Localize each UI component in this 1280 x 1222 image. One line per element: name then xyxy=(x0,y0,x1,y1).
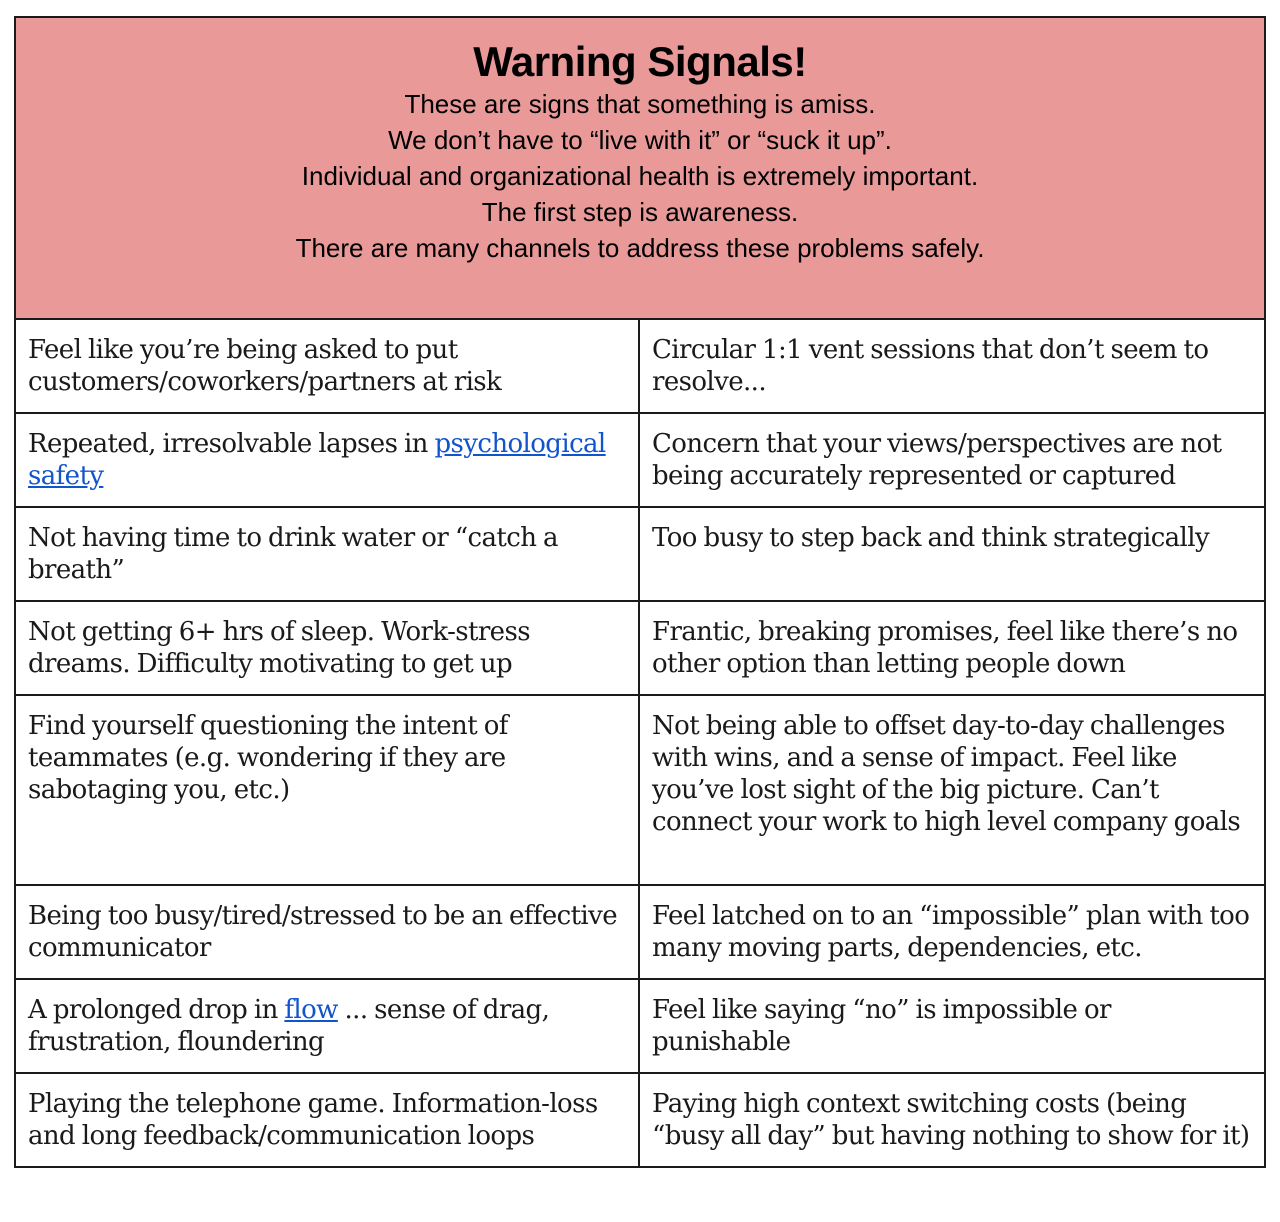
table-row xyxy=(15,319,1265,413)
header-line-2: We don’t have to “live with it” or “suck it up”. xyxy=(388,125,892,155)
header-line-5: There are many channels to address these problems safely. xyxy=(295,233,985,263)
signal-cell-right: Circular 1:1 vent sessions that don’t seem to resolve... xyxy=(639,319,1265,413)
warning-signals-table xyxy=(14,16,1266,1168)
header-cell xyxy=(15,17,1265,319)
table-row xyxy=(15,507,1265,601)
header-line-4: The first step is awareness. xyxy=(481,197,799,227)
table-row xyxy=(15,979,1265,1073)
signal-cell-right: Frantic, breaking promises, feel like there’s no other option than letting people down xyxy=(639,601,1265,695)
table-row xyxy=(15,601,1265,695)
signal-cell-left: Being too busy/tired/stressed to be an effective communicator xyxy=(15,885,639,979)
signal-text: ... sense of drag, frustration, floundering xyxy=(28,995,550,1057)
page-title: Warning Signals! xyxy=(473,38,807,85)
table-row xyxy=(15,1073,1265,1167)
header-line-1: These are signs that something is amiss. xyxy=(404,89,876,119)
signal-cell-right: Concern that your views/perspectives are not being accurately represented or captured xyxy=(639,413,1265,507)
signal-cell-left: Feel like you’re being asked to put customers/coworkers/partners at risk xyxy=(15,319,639,413)
signal-cell-left xyxy=(15,413,639,507)
signal-cell-left: Playing the telephone game. Information-loss and long feedback/communication loops xyxy=(15,1073,639,1167)
signal-cell-left: Find yourself questioning the intent of teammates (e.g. wondering if they are sabotaging you, etc.) xyxy=(15,695,639,885)
flow-link[interactable]: flow xyxy=(284,995,338,1025)
signal-cell-right: Not being able to offset day-to-day challenges with wins, and a sense of impact. Feel like you’ve lost sight of the big picture. Can’t connect your work to high level company goals xyxy=(639,695,1265,885)
signal-cell-right: Paying high context switching costs (being “busy all day” but having nothing to show for it) xyxy=(639,1073,1265,1167)
signal-cell-left: Not having time to drink water or “catch a breath” xyxy=(15,507,639,601)
psychological-safety-link[interactable]: psychological safety xyxy=(28,429,606,491)
signal-cell-right: Feel like saying “no” is impossible or punishable xyxy=(639,979,1265,1073)
table-row xyxy=(15,413,1265,507)
header-line-3: Individual and organizational health is extremely important. xyxy=(301,161,979,191)
signal-text: Repeated, irresolvable lapses in xyxy=(28,429,435,459)
table-row xyxy=(15,695,1265,885)
signal-cell-left: Not getting 6+ hrs of sleep. Work-stress dreams. Difficulty motivating to get up xyxy=(15,601,639,695)
header-row xyxy=(15,17,1265,319)
table-row xyxy=(15,885,1265,979)
signal-cell-left xyxy=(15,979,639,1073)
signal-cell-right: Too busy to step back and think strategically xyxy=(639,507,1265,601)
signal-cell-right: Feel latched on to an “impossible” plan with too many moving parts, dependencies, etc. xyxy=(639,885,1265,979)
signal-text: A prolonged drop in xyxy=(28,995,285,1025)
